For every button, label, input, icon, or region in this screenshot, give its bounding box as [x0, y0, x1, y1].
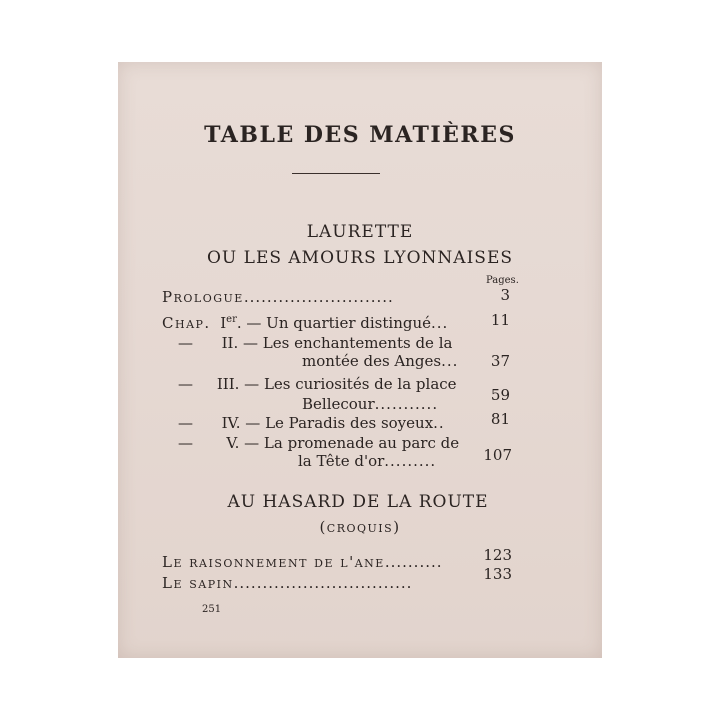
- part2-subtitle: (croquis): [319, 518, 401, 536]
- toc-entry-chapter-5: [178, 434, 459, 452]
- toc-entry-chapter-3: [178, 375, 457, 393]
- toc-label: Prologue: [162, 288, 244, 306]
- toc-chapter-prefix: —: [178, 414, 193, 432]
- pages-column-label: Pages.: [486, 275, 519, 286]
- toc-label: Le sapin: [162, 574, 234, 592]
- title-rule: [292, 173, 380, 174]
- toc-label: Le raisonnement de l'ane: [162, 553, 385, 571]
- toc-label: — Le Paradis des soyeux: [245, 414, 434, 432]
- toc-page-number: 81: [490, 410, 510, 428]
- toc-label: — Les enchantements de la: [243, 334, 453, 352]
- toc-chapter-prefix: —: [178, 334, 193, 352]
- toc-page-number: 3: [500, 286, 510, 304]
- toc-label: . — Un quartier distingué: [236, 314, 431, 332]
- toc-entry-chapter-2: [178, 334, 452, 352]
- toc-page-number: 107: [483, 446, 512, 464]
- toc-page-number: 37: [490, 352, 510, 370]
- toc-page-number: 59: [490, 386, 510, 404]
- toc-page-number: 123: [483, 546, 512, 564]
- page-folio-number: 251: [202, 604, 222, 615]
- toc-chapter-number: III.: [216, 375, 240, 393]
- toc-chapter-number: I: [220, 314, 227, 332]
- toc-chapter-prefix: —: [178, 375, 193, 393]
- toc-entry-chapter-3-cont: Bellecour...........: [302, 395, 439, 413]
- part2-title: AU HASARD DE LA ROUTE: [227, 492, 489, 512]
- toc-chapter-number: II.: [221, 334, 239, 352]
- toc-label-continued: la Tête d'or: [298, 452, 385, 470]
- toc-entry-raisonnement: Le raisonnement de l'ane..........: [162, 553, 443, 571]
- toc-label-continued: Bellecour: [302, 395, 375, 413]
- toc-entry-prologue: Prologue..........................: [162, 288, 394, 306]
- toc-page-number: 11: [490, 311, 510, 329]
- toc-label: — Les curiosités de la place: [244, 375, 457, 393]
- toc-entry-chapter-2-cont: montée des Anges...: [302, 352, 459, 370]
- page-title: TABLE DES MATIÈRES: [204, 122, 516, 148]
- toc-entry-chapter-4: — IV. — Le Paradis des soyeux..: [178, 414, 445, 432]
- toc-chapter-prefix: —: [178, 434, 193, 452]
- toc-chapter-number: IV.: [221, 414, 241, 432]
- part1-title-line1: LAURETTE: [306, 222, 414, 242]
- toc-chapter-prefix: Chap.: [162, 314, 211, 332]
- toc-chapter-superscript: er: [226, 314, 237, 325]
- book-page: [118, 62, 602, 658]
- toc-chapter-number: V.: [226, 434, 240, 452]
- toc-page-number: 133: [483, 565, 512, 583]
- toc-label-continued: montée des Anges: [302, 352, 442, 370]
- toc-entry-chapter-5-cont: la Tête d'or.........: [298, 452, 437, 470]
- toc-entry-sapin: Le sapin...............................: [162, 574, 413, 592]
- part1-title-line2: OU LES AMOURS LYONNAISES: [206, 248, 514, 268]
- toc-entry-chapter-1: Chap. Ier. — Un quartier distingué...: [162, 314, 449, 332]
- toc-label: — La promenade au parc de: [244, 434, 460, 452]
